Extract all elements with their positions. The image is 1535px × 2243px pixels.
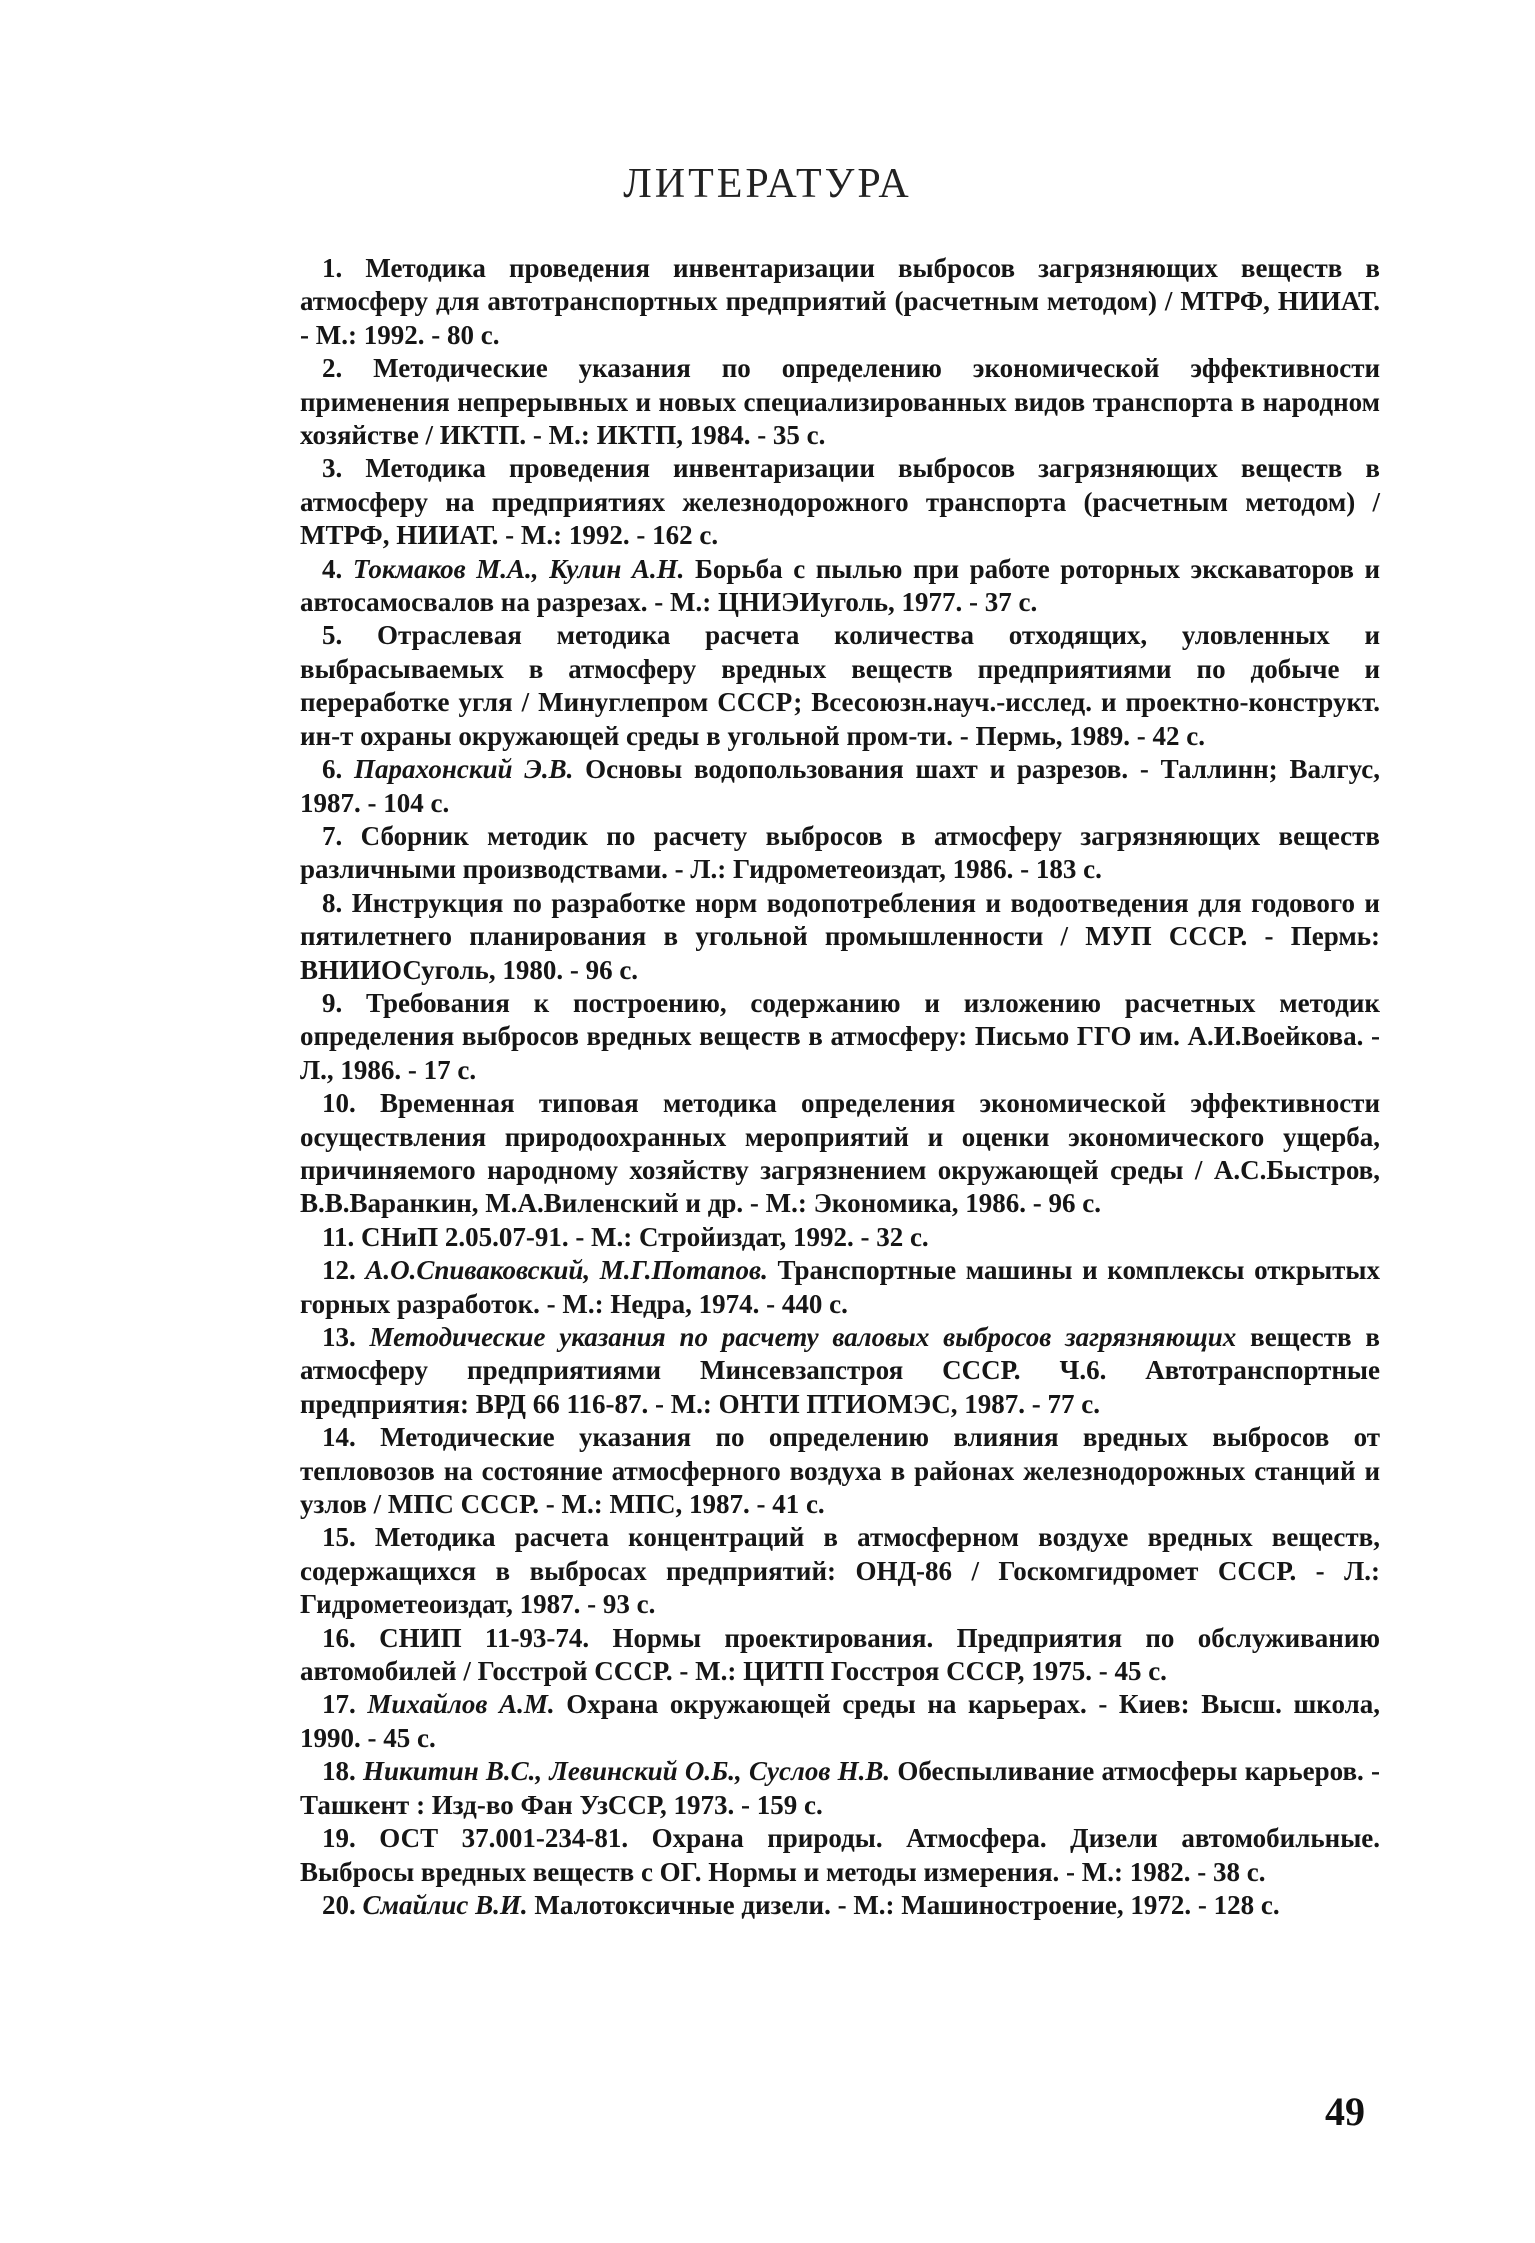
page-title: ЛИТЕРАТУРА — [623, 161, 912, 207]
reference-number: 10. — [322, 1088, 356, 1119]
reference-item — [300, 1889, 1380, 1922]
reference-text: Транспортные машины и комплексы открытых горных разработок. - М.: Недра, 1974. - 440 с. — [300, 1255, 1380, 1319]
reference-number: 4. — [322, 553, 343, 584]
reference-item — [300, 753, 1380, 820]
reference-text: Методика проведения инвентаризации выбросов загрязняющих веществ в атмосферу для автотранспортных предприятий (расчетным методом) / МТРФ, НИИАТ. - М.: 1992. - 80 с. — [300, 253, 1380, 350]
reference-number: 18. — [322, 1756, 356, 1787]
reference-text: ОСТ 37.001-234-81. Охрана природы. Атмосфера. Дизели автомобильные. Выбросы вредных веществ с ОГ. Нормы и методы измерения. - М.: 1982. - 38 с. — [300, 1823, 1381, 1887]
reference-number: 8. — [322, 887, 343, 918]
reference-item — [300, 1321, 1380, 1421]
reference-text: Методика проведения инвентаризации выбросов загрязняющих веществ в атмосферу на предприятиях железнодорожного транспорта (расчетным методом) / МТРФ, НИИАТ. - М.: 1992. - 162 с. — [300, 453, 1380, 551]
reference-item — [300, 352, 1380, 452]
reference-number: 15. — [322, 1522, 356, 1553]
reference-text: Временная типовая методика определения экономической эффективности осуществления природоохранных мероприятий и оценки экономического ущерба, причиняемого народному хозяйству загрязнением окружающей среды / А.С.Быстров, В.В.Варанкин, М.А.Виленский и др. - М.: Экономика, 1986. - 96 с. — [300, 1088, 1381, 1219]
reference-text: Основы водопользования шахт и разрезов. - Таллинн; Валгус, 1987. - 104 с. — [300, 754, 1380, 818]
reference-item — [300, 252, 1380, 352]
reference-item — [300, 452, 1380, 552]
reference-item — [300, 619, 1380, 753]
reference-number: 20. — [322, 1889, 356, 1920]
reference-number: 16. — [322, 1622, 356, 1653]
reference-text: Малотоксичные дизели. - М.: Машиностроение, 1972. - 128 с. — [534, 1889, 1280, 1920]
reference-text: Методические указания по определению влияния вредных выбросов от тепловозов на состояние атмосферного воздуха в районах железнодорожных станций и узлов / МПС СССР. - М.: МПС, 1987. - 41 с. — [300, 1422, 1381, 1520]
reference-text: Сборник методик по расчету выбросов в атмосферу загрязняющих веществ различными производствами. - Л.: Гидрометеоиздат, 1986. - 183 с. — [300, 820, 1380, 885]
reference-number: 2. — [322, 353, 343, 384]
reference-item — [300, 820, 1380, 887]
reference-number: 9. — [322, 987, 343, 1018]
reference-number: 3. — [322, 453, 343, 484]
reference-list — [300, 252, 1380, 1922]
reference-text: Борьба с пылью при работе роторных экскаваторов и автосамосвалов на разрезах. - М.: ЦНИЭИуголь, 1977. - 37 с. — [300, 553, 1381, 618]
reference-number: 5. — [322, 620, 343, 651]
reference-number: 19. — [322, 1823, 356, 1854]
reference-item — [300, 987, 1380, 1087]
reference-item — [300, 1087, 1380, 1221]
reference-text: Требования к построению, содержанию и изложению расчетных методик определения выбросов вредных веществ в атмосферу: Письмо ГГО им. А.И.Воейкова. - Л., 1986. - 17 с. — [300, 987, 1380, 1085]
reference-author: Никитин В.С., Левинский О.Б., Суслов Н.В. — [362, 1756, 891, 1787]
reference-author: Парахонский Э.В. — [354, 754, 574, 785]
reference-text: СНИП 11-93-74. Нормы проектирования. Предприятия по обслуживанию автомобилей / Госстрой СССР. - М.: ЦИТП Госстроя СССР, 1975. - 45 с. — [300, 1622, 1381, 1687]
reference-text: Инструкция по разработке норм водопотребления и водоотведения для годового и пятилетнего планирования в угольной промышленности / МУП СССР. - Пермь: ВНИИОСуголь, 1980. - 96 с. — [300, 887, 1380, 985]
reference-item — [300, 887, 1380, 987]
reference-author: Смайлис В.И. — [362, 1889, 528, 1920]
reference-author: Токмаков М.А., Кулин А.Н. — [352, 553, 685, 584]
page-number: 49 — [1325, 2089, 1365, 2134]
reference-author: А.О.Спиваковский, М.Г.Потапов. — [365, 1255, 768, 1286]
reference-number: 1. — [322, 253, 343, 283]
reference-text: Отраслевая методика расчета количества отходящих, уловленных и выбрасываемых в атмосферу вредных веществ предприятиями по добыче и переработке угля / Минуглепром СССР; Всесоюзн.науч.-исслед. и проектно-конструкт. ин-т охраны окружающей среды в угольной пром-ти. - Пермь, 1989. - 42 с. — [300, 620, 1380, 751]
reference-text: Охрана окружающей среды на карьерах. - Киев: Высш. школа, 1990. - 45 с. — [300, 1689, 1380, 1753]
reference-number: 17. — [322, 1689, 356, 1720]
reference-number: 12. — [322, 1255, 356, 1286]
reference-text: СНиП 2.05.07-91. - М.: Стройиздат, 1992. - 32 с. — [361, 1221, 929, 1252]
reference-text: веществ в атмосферу предприятиями Минсевзапстроя СССР. Ч.6. Автотранспортные предприятия: ВРД 66 116-87. - М.: ОНТИ ПТИОМЭС, 1987. - 77 с. — [300, 1322, 1380, 1419]
reference-author: Михайлов А.М. — [367, 1689, 555, 1720]
reference-number: 13. — [322, 1322, 356, 1352]
reference-item — [300, 1622, 1380, 1689]
reference-text: Обеспыливание атмосферы карьеров. - Ташкент : Изд-во Фан УзССР, 1973. - 159 с. — [300, 1756, 1381, 1820]
reference-text: Методика расчета концентраций в атмосферном воздухе вредных веществ, содержащихся в выбросах предприятий: ОНД-86 / Госкомгидромет СССР. - Л.: Гидрометеоиздат, 1987. - 93 с. — [300, 1522, 1381, 1620]
reference-number: 14. — [322, 1422, 356, 1453]
reference-item — [300, 1755, 1380, 1822]
reference-number: 7. — [322, 820, 343, 851]
reference-text: Методические указания по определению экономической эффективности применения непрерывных и новых специализированных видов транспорта в народном хозяйстве / ИКТП. - М.: ИКТП, 1984. - 35 с. — [300, 353, 1381, 451]
reference-item — [300, 1822, 1380, 1889]
reference-item — [300, 1688, 1380, 1755]
reference-item — [300, 1521, 1380, 1621]
reference-item — [300, 553, 1380, 620]
reference-number: 6. — [322, 754, 343, 785]
reference-number: 11. — [322, 1221, 355, 1252]
reference-item — [300, 1221, 1380, 1254]
reference-item — [300, 1254, 1380, 1321]
reference-item — [300, 1421, 1380, 1521]
reference-author: Методические указания по расчету валовых выбросов загрязняющих — [369, 1322, 1237, 1352]
